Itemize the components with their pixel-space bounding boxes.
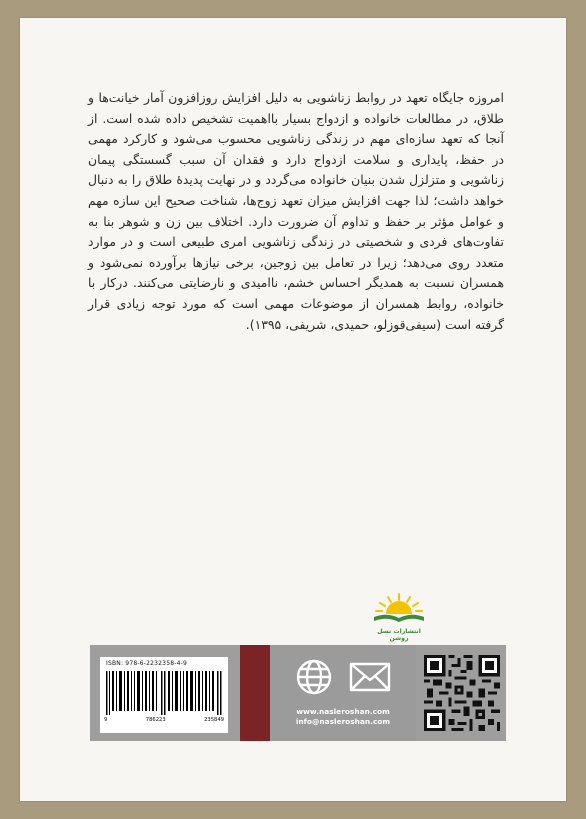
barcode-digits [104,717,224,723]
red-accent-bar [240,645,270,741]
back-cover-page [20,18,566,801]
barcode-digit-group: 786223 [145,717,166,723]
barcode [100,657,228,733]
contact-info [270,707,416,727]
publisher-logo [368,590,430,642]
barcode-panel [90,645,240,741]
qr-panel [416,645,506,741]
isbn-label: ISBN: 978-6-2232358-4-9 [106,660,187,667]
barcode-digit-group: 235849 [204,717,224,723]
barcode-digit-group: 9 [104,717,108,723]
envelope-icon [348,660,392,694]
email-link[interactable]: info@nasleroshan.com [295,717,391,726]
qr-code-icon [424,653,500,733]
contact-icons [270,653,416,701]
back-cover-text [88,88,504,335]
website-link[interactable]: www.nasleroshan.com [296,707,390,716]
publisher-name: انتشارات نسل روشن [377,628,421,642]
contact-panel [270,645,416,741]
barcode-bars [106,671,222,715]
synopsis-paragraph: امروزه جایگاه تعهد در روابط زناشویی به دلیل افزایش روزافزون آمار خیانت‌ها و طلاق، در مطالعات خانواده و ازدواج بسیار بااهمیت تشخیص داده شده است. از آنجا که تعهد سازه‌ای مهم در زندگی زناشویی محسوب می‌شود و کارکرد مهمی در حفظ، پایداری و سلامت ازدواج دارد و فقدان آن سبب گسستگی پیمان زناشویی و متزلزل شدن بنیان خانواده می‌گردد و در نهایت پدیدهٔ طلاق را به دنبال خواهد داشت؛ لذا جهت افزایش میزان تعهد زوج‌ها، شناخت صحیح این سازه مهم و عوامل مؤثر بر حفظ و تداوم آن ضرورت دارد. اختلاف بین زن و شوهر بنا به تفاوت‌های فردی و شخصیتی در زندگی زناشویی امری طبیعی است و در موارد متعدد روی می‌دهد؛ زیرا در تعامل بین زوجین، برخی نیازها برآورده نمی‌شود و همسران نسبت به همدیگر احساس خشم، ناامیدی و نارضایتی می‌کنند. درکار با خانواده، روابط همسران از موضوعات مهمی است که مورد توجه زیادی قرار گرفته است (سیفی‌قوزلو، حمیدی، شریفی، ۱۳۹۵). [88,90,504,332]
sunrise-book-logo-icon [368,590,430,628]
globe-icon [294,657,334,697]
